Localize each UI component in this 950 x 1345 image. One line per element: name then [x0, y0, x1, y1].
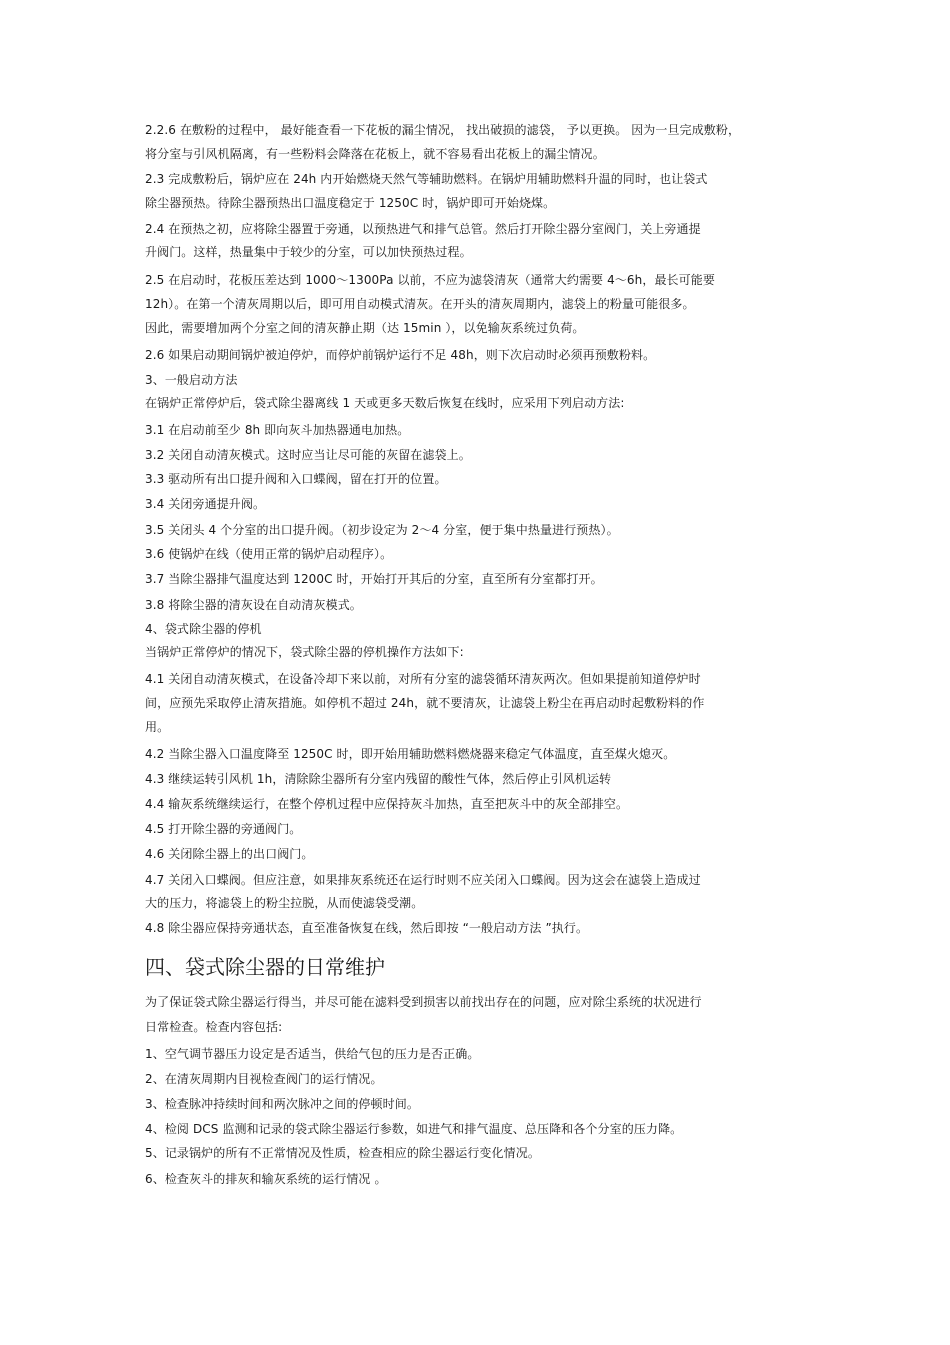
chapter-heading: 四、袋式除尘器的日常维护	[145, 955, 385, 979]
text-line: 将分室与引风机隔离，有一些粉料会降落在花板上，就不容易看出花板上的漏尘情况。	[145, 147, 605, 161]
text-line: 3.6 使锅炉在线（使用正常的锅炉启动程序）。	[145, 547, 393, 561]
text-line: 3.5 关闭头 4 个分室的出口提升阀。（初步设定为 2～4 分室，便于集中热量进行预热）。	[145, 523, 619, 537]
list-item: 1、空气调节器压力设定是否适当，供给气包的压力是否正确。	[145, 1047, 480, 1061]
text-line: 用。	[145, 720, 170, 734]
list-item: 5、记录锅炉的所有不正常情况及性质，检查相应的除尘器运行变化情况。	[145, 1146, 540, 1160]
text-line: 日常检查。检查内容包括:	[145, 1020, 283, 1034]
text-line: 当锅炉正常停炉的情况下，袋式除尘器的停机操作方法如下:	[145, 645, 464, 659]
text-line: 2.4 在预热之初，应将除尘器置于旁通，以预热进气和排气总管。然后打开除尘器分室阀门，关上旁通提	[145, 222, 701, 236]
text-line: 为了保证袋式除尘器运行得当，并尽可能在滤料受到损害以前找出存在的问题，应对除尘系统的状况进行	[145, 995, 702, 1009]
text-line: 4.1 关闭自动清灰模式，在设备冷却下来以前，对所有分室的滤袋循环清灰两次。但如果提前知道停炉时	[145, 672, 701, 686]
list-item: 2、在清灰周期内目视检查阀门的运行情况。	[145, 1072, 383, 1086]
text-line: 4.2 当除尘器入口温度降至 1250C 时，即开始用辅助燃料燃烧器来稳定气体温度，直至煤火熄灭。	[145, 747, 676, 761]
text-line: 因此，需要增加两个分室之间的清灰静止期（达 15min ），以免输灰系统过负荷。	[145, 321, 585, 335]
section-heading: 4、袋式除尘器的停机	[145, 622, 262, 636]
text-line: 3.3 驱动所有出口提升阀和入口蝶阀，留在打开的位置。	[145, 472, 447, 486]
list-item: 4、检阅 DCS 监测和记录的袋式除尘器运行参数，如进气和排气温度、总压降和各个分室的压力降。	[145, 1122, 683, 1136]
text-line: 大的压力，将滤袋上的粉尘拉脱，从而使滤袋受潮。	[145, 896, 424, 910]
text-line: 2.6 如果启动期间锅炉被迫停炉，而停炉前锅炉运行不足 48h，则下次启动时必须再预敷粉料。	[145, 348, 656, 362]
text-line: 间，应预先采取停止清灰措施。如停机不超过 24h，就不要清灰，让滤袋上粉尘在再启动时起敷粉料的作	[145, 696, 705, 710]
text-line: 12h）。在第一个清灰周期以后，即可用自动模式清灰。在开头的清灰周期内，滤袋上的粉量可能很多。	[145, 297, 695, 311]
text-line: 4.4 输灰系统继续运行，在整个停机过程中应保持灰斗加热，直至把灰斗中的灰全部排空。	[145, 797, 629, 811]
text-line: 4.6 关闭除尘器上的出口阀门。	[145, 847, 314, 861]
text-line: 4.3 继续运转引风机 1h，清除除尘器所有分室内残留的酸性气体，然后停止引风机运转	[145, 772, 612, 786]
text-line: 3.8 将除尘器的清灰设在自动清灰模式。	[145, 598, 362, 612]
section-heading: 3、一般启动方法	[145, 373, 238, 387]
text-line: 4.5 打开除尘器的旁通阀门。	[145, 822, 302, 836]
text-line: 4.7 关闭入口蝶阀。但应注意，如果排灰系统还在运行时则不应关闭入口蝶阀。因为这会在滤袋上造成过	[145, 873, 701, 887]
text-line: 在锅炉正常停炉后，袋式除尘器离线 1 天或更多天数后恢复在线时，应采用下列启动方法:	[145, 396, 625, 410]
text-line: 3.7 当除尘器排气温度达到 1200C 时，开始打开其后的分室，直至所有分室都打开。	[145, 572, 603, 586]
text-line: 3.1 在启动前至少 8h 即向灰斗加热器通电加热。	[145, 423, 410, 437]
list-item: 6、检查灰斗的排灰和输灰系统的运行情况 。	[145, 1172, 387, 1186]
text-line: 3.4 关闭旁通提升阀。	[145, 497, 266, 511]
text-line: 除尘器预热。待除尘器预热出口温度稳定于 1250C 时，锅炉即可开始烧煤。	[145, 196, 556, 210]
text-line: 2.5 在启动时，花板压差达到 1000～1300Pa 以前，不应为滤袋清灰（通常大约需要 4～6h，最长可能要	[145, 273, 715, 287]
text-line: 2.3 完成敷粉后，锅炉应在 24h 内开始燃烧天然气等辅助燃料。在锅炉用辅助燃料升温的同时，也让袋式	[145, 172, 708, 186]
text-line: 升阀门。这样，热量集中于较少的分室，可以加快预热过程。	[145, 245, 472, 259]
text-line: 3.2 关闭自动清灰模式。这时应当让尽可能的灰留在滤袋上。	[145, 448, 471, 462]
list-item: 3、检查脉冲持续时间和两次脉冲之间的停顿时间。	[145, 1097, 419, 1111]
text-line: 4.8 除尘器应保持旁通状态，直至准备恢复在线，然后即按 “一般启动方法 ”执行。	[145, 921, 589, 935]
text-line: 2.2.6 在敷粉的过程中， 最好能查看一下花板的漏尘情况， 找出破损的滤袋， 予以更换。 因为一旦完成敷粉，	[145, 123, 741, 137]
